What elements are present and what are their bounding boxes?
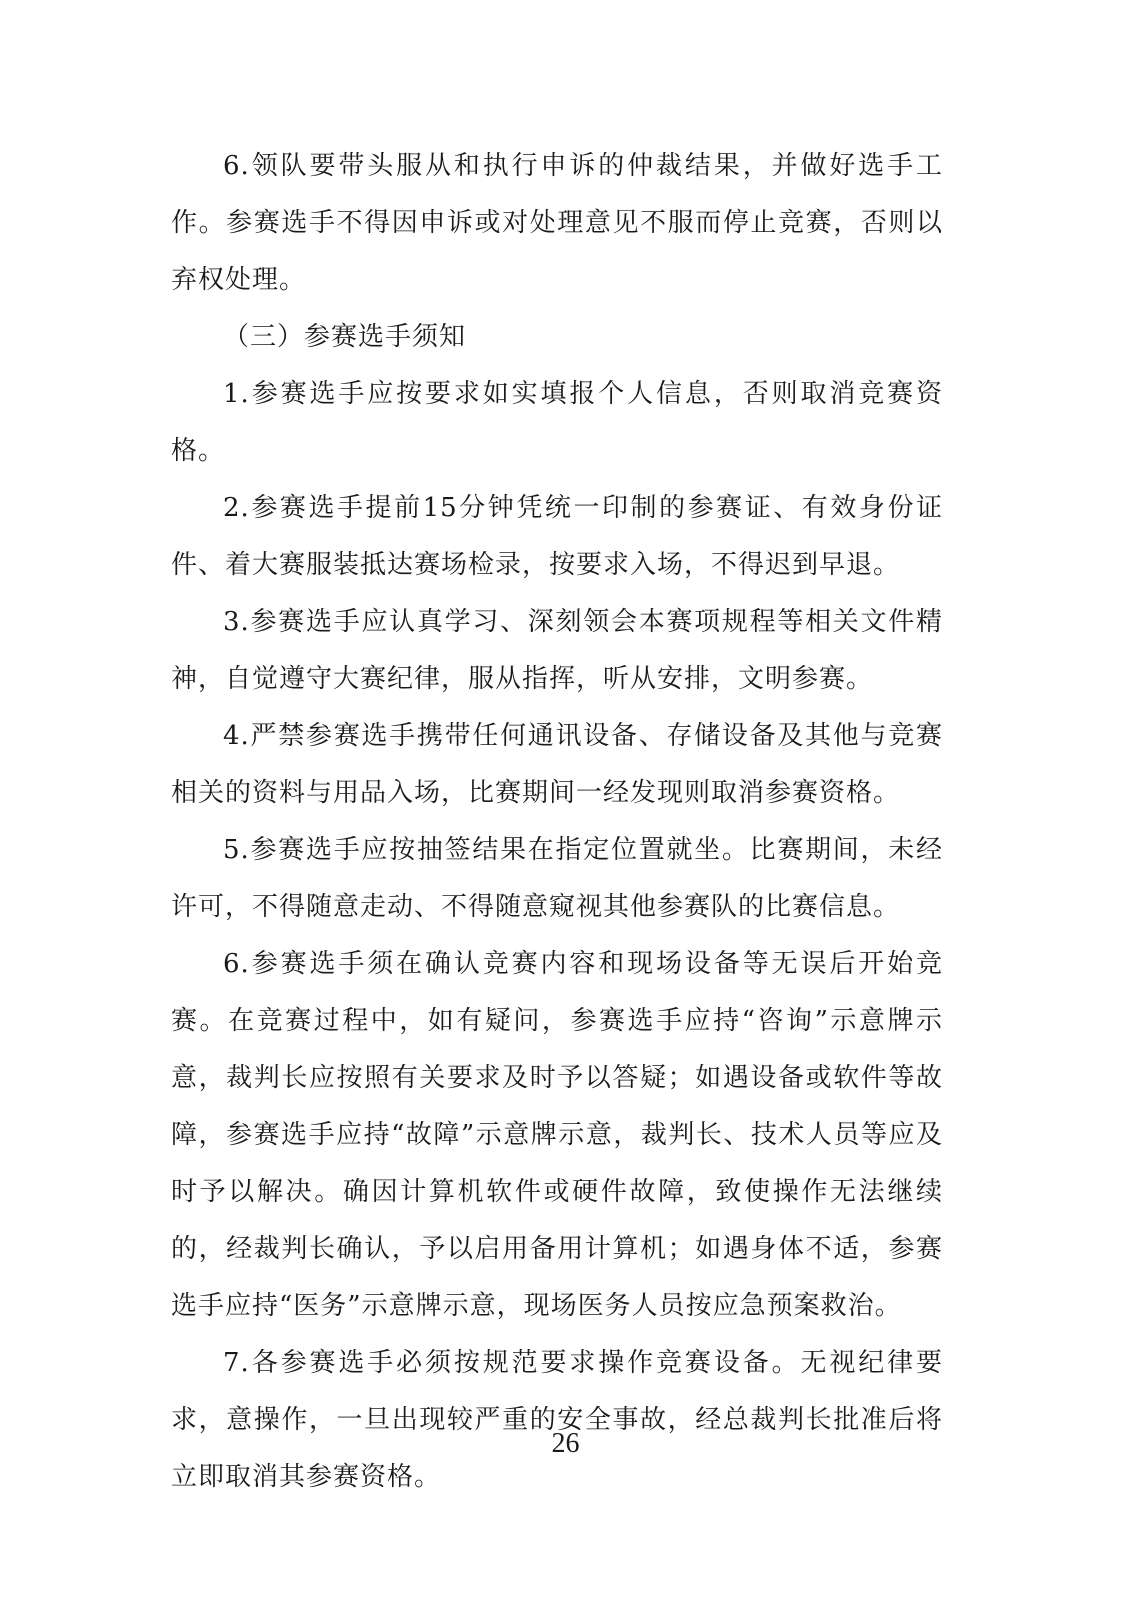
paragraph-6-equipment-issues: 6.参赛选手须在确认竞赛内容和现场设备等无误后开始竞赛。在竞赛过程中，如有疑问，参赛选手应持“咨询”示意牌示意，裁判长应按照有关要求及时予以答疑；如遇设备或软件等故障，参赛选手应持“故障”示意牌示意，裁判长、技术人员等应及时予以解决。确因计算机软件或硬件故障，致使操作无法继续的，经裁判长确认，予以启用备用计算机；如遇身体不适，参赛选手应持“医务”示意牌示意，现场医务人员按应急预案救治。 (171, 949, 943, 1321)
paragraph-6-appeal-arbitration: 6.领队要带头服从和执行申诉的仲裁结果，并做好选手工作。参赛选手不得因申诉或对处理意见不服而停止竞赛，否则以弃权处理。 (171, 151, 943, 295)
document-body (171, 138, 943, 1506)
paragraph-3-study-rules: 3.参赛选手应认真学习、深刻领会本赛项规程等相关文件精神，自觉遵守大赛纪律，服从指挥，听从安排，文明参赛。 (171, 607, 943, 694)
paragraph-2-check-in: 2.参赛选手提前15分钟凭统一印制的参赛证、有效身份证件、着大赛服装抵达赛场检录，按要求入场，不得迟到早退。 (171, 493, 943, 580)
page-number: 26 (551, 1428, 580, 1459)
paragraph-1-personal-info: 1.参赛选手应按要求如实填报个人信息，否则取消竞赛资格。 (171, 379, 943, 466)
paragraph-7-operation-rules: 7.各参赛选手必须按规范要求操作竞赛设备。无视纪律要求，意操作，一旦出现较严重的安全事故，经总裁判长批准后将立即取消其参赛资格。 (171, 1348, 943, 1492)
section-heading-contestant-notice: （三）参赛选手须知 (223, 322, 467, 352)
paragraph-4-prohibited-devices: 4.严禁参赛选手携带任何通讯设备、存储设备及其他与竞赛相关的资料与用品入场，比赛期间一经发现则取消参赛资格。 (171, 721, 943, 808)
paragraph-5-seating: 5.参赛选手应按抽签结果在指定位置就坐。比赛期间，未经许可，不得随意走动、不得随意窥视其他参赛队的比赛信息。 (171, 835, 943, 922)
